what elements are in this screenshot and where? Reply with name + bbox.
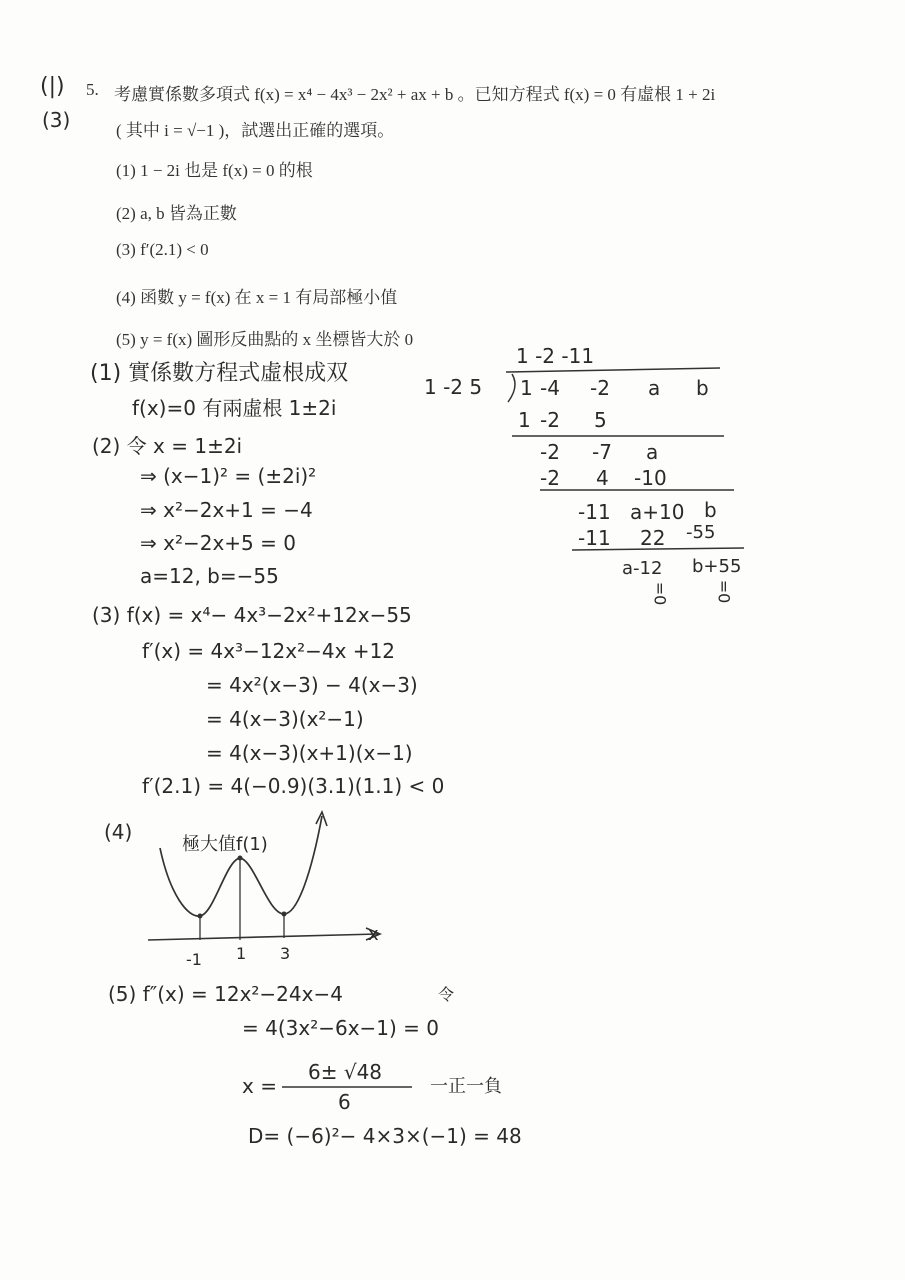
s1-line2: f(x)=0 有兩虛根 1±2i [132,396,337,420]
dividend-5: b [696,376,709,400]
min-point-right [282,912,287,917]
s5-discriminant: D= (−6)²− 4×3×(−1) = 48 [248,1124,522,1148]
s5-line1: (5) f″(x) = 12x²−24x−4 [108,982,343,1006]
s2-result: a=12, b=−55 [140,564,279,588]
option-1: (1) 1 − 2i 也是 f(x) = 0 的根 [116,161,313,180]
r6-1: a-12 [622,558,663,579]
s2-line3: ⇒ x²−2x+1 = −4 [140,498,313,522]
r2-1: -2 [540,440,560,464]
quartic-curve [160,816,322,916]
r3-1: -2 [540,466,560,490]
s2-line2: ⇒ (x−1)² = (±2i)² [140,464,317,488]
r5-2: 22 [640,526,666,550]
option-4: (4) 函數 y = f(x) 在 x = 1 有局部極小值 [116,288,398,307]
dividend-2: -4 [540,376,560,400]
s5-let: 令 [438,985,455,1004]
s3-line4: = 4(x−3)(x²−1) [206,707,364,731]
axis-label-x: x [368,924,379,945]
tick-1: 1 [236,944,247,963]
r4-3: b [704,498,717,522]
question-stem-line2: ( 其中 i = √−1 )，試選出正確的選項。 [116,121,395,140]
dividend-1: 1 [520,376,533,400]
remainder-zero-1: =0 [650,581,670,606]
option-5: (5) y = f(x) 圖形反曲點的 x 坐標皆大於 0 [116,330,414,349]
s5-x-eq: x = [242,1074,277,1098]
s5-sign-note: 一正一負 [430,1076,502,1097]
division-top-rule [506,368,720,372]
s3-line3: = 4x²(x−3) − 4(x−3) [206,673,418,697]
tick-neg1: -1 [186,950,202,969]
s3-line6: f′(2.1) = 4(−0.9)(3.1)(1.1) < 0 [142,774,445,798]
option-3: (3) f′(2.1) < 0 [116,240,209,259]
r1-1: 1 [518,408,531,432]
r4-1: -11 [578,500,611,524]
s5-numerator: 6± √48 [308,1060,383,1084]
s5-line2: = 4(3x²−6x−1) = 0 [242,1016,440,1040]
option-2: (2) a, b 皆為正數 [116,204,237,223]
r2-3: a [646,440,659,464]
answer-mark-choice: (3) [42,108,71,132]
r1-2: -2 [540,408,560,432]
dividend-3: -2 [590,376,610,400]
question-stem-line1: 考慮實係數多項式 f(x) = x⁴ − 4x³ − 2x² + ax + b 。已知方程式 f(x) = 0 有虛根 1 + 2i [114,85,716,104]
min-point-left [198,914,203,919]
dividend-4: a [648,376,661,400]
division-divisor: 1 -2 5 [424,375,483,399]
s2-line4: ⇒ x²−2x+5 = 0 [140,531,296,555]
answer-mark: (|) [40,74,65,99]
r5-3: -55 [686,522,716,543]
s4-label: (4) [104,820,133,844]
s5-denominator: 6 [338,1090,351,1114]
r2-2: -7 [592,440,612,464]
r1-3: 5 [594,408,607,432]
tick-3: 3 [280,944,291,963]
s3-line1: (3) f(x) = x⁴− 4x³−2x²+12x−55 [92,603,412,627]
r5-1: -11 [578,526,611,550]
r3-2: 4 [596,466,609,490]
division-quotient: 1 -2 -11 [516,344,595,368]
remainder-zero-2: =0 [714,579,734,604]
division-bracket [508,374,515,402]
s3-line5: = 4(x−3)(x+1)(x−1) [206,741,413,765]
r6-2: b+55 [692,556,742,577]
question-number: 5. [86,80,99,99]
x-axis [148,934,378,940]
s3-line2: f′(x) = 4x³−12x²−4x +12 [142,639,396,663]
max-point [238,856,243,861]
r4-2: a+10 [630,500,685,524]
s2-line1: (2) 令 x = 1±2i [92,434,243,458]
s4-max-label: 極大值f(1) [182,834,268,855]
r3-3: -10 [634,466,667,490]
s1-line1: (1) 實係數方程式虛根成双 [90,361,349,386]
